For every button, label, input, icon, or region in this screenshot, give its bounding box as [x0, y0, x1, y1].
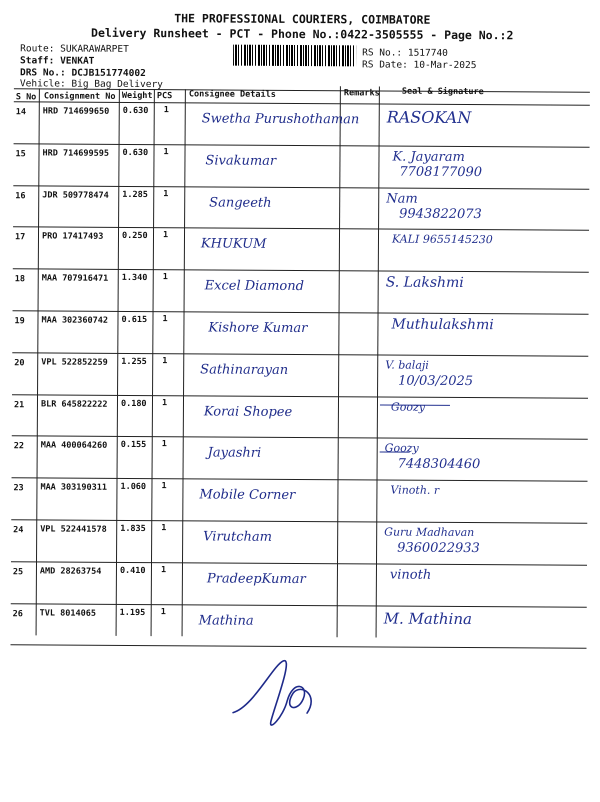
row-pcs: 1 [163, 188, 169, 199]
header-bottom-rule [14, 101, 590, 106]
row-pcs: 1 [161, 439, 167, 450]
col-consignment: Consignment No [43, 91, 116, 102]
row-signature: M. Mathina [383, 609, 473, 628]
row-sno: 19 [14, 316, 25, 327]
row-sno: 20 [14, 358, 25, 369]
row-pcs: 1 [162, 355, 168, 366]
row-sno: 15 [15, 149, 26, 160]
row-consignee-name: Kishore Kumar [208, 320, 308, 337]
courier-signature-scribble [223, 655, 333, 736]
col-divider [36, 88, 40, 635]
row-weight: 1.340 [121, 273, 148, 284]
col-weight: Weight [121, 90, 153, 102]
col-divider [376, 86, 380, 637]
route-label: Route: SUKARAWARPET [20, 43, 129, 55]
row-consignee-name: Sivakumar [205, 153, 277, 169]
table-row-divider [13, 268, 589, 273]
drs-number: DRS No.: DCJB151774002 [19, 67, 146, 80]
table-row-divider [12, 477, 588, 482]
row-pcs: 1 [160, 564, 167, 575]
table-row-divider [11, 519, 587, 524]
row-consignment-no: MAA 707916471 [41, 273, 109, 285]
row-sno: 14 [15, 107, 27, 118]
col-sno: S No [15, 92, 37, 103]
row-consignment-no: TVL 8014065 [39, 608, 97, 619]
row-consignee-name: Virutcham [203, 529, 273, 545]
row-weight: 0.630 [122, 147, 149, 158]
col-pcs: PCS [156, 91, 173, 102]
row-pcs: 1 [163, 146, 169, 157]
row-sno: 16 [15, 190, 26, 201]
table-row-divider [10, 645, 586, 650]
row-consignment-no: MAA 302360742 [41, 315, 109, 326]
row-sno: 21 [13, 399, 25, 410]
row-sno: 26 [12, 608, 23, 619]
barcode-image [233, 45, 356, 67]
row-sno: 24 [13, 525, 24, 536]
row-weight: 1.255 [121, 356, 147, 367]
rs-number: RS No.: 1517740 [362, 47, 448, 59]
row-weight: 0.180 [120, 398, 147, 409]
row-weight: 0.630 [122, 105, 149, 117]
col-remarks: Remarks [343, 88, 380, 99]
row-sno: 23 [13, 483, 24, 494]
row-weight: 0.615 [121, 314, 148, 326]
row-signature: Muthulakshmi [391, 316, 494, 334]
table-row-divider [11, 561, 587, 566]
row-signature: S. Lakshmi [385, 274, 464, 292]
table-row-divider [12, 352, 588, 357]
row-sno: 17 [14, 232, 26, 243]
row-weight: 1.835 [120, 523, 146, 535]
col-consignee: Consignee Details [188, 89, 276, 100]
row-pcs: 1 [162, 314, 168, 325]
col-divider [116, 89, 120, 636]
row-signature: V. balaji [385, 358, 429, 372]
row-signature: Goozy [390, 400, 426, 414]
row-pcs: 1 [161, 481, 167, 492]
row-signature: vinoth [389, 567, 432, 583]
row-sno: 22 [13, 441, 24, 452]
table-row-divider [12, 394, 588, 399]
row-weight: 0.410 [119, 565, 146, 576]
row-signature: RASOKAN [386, 107, 472, 128]
row-consignment-no: PRO 17417493 [41, 231, 104, 243]
col-divider [151, 89, 155, 636]
row-consignee-name: Swetha Purushothaman [201, 111, 360, 128]
table-row-divider [14, 143, 590, 148]
row-pcs: 1 [162, 272, 168, 283]
row-consignment-no: MAA 400064260 [40, 440, 108, 452]
row-signature: Guru Madhavan [384, 525, 475, 540]
row-weight: 1.195 [119, 607, 146, 618]
company-title: THE PROFESSIONAL COURIERS, COIMBATORE [174, 11, 431, 27]
row-consignment-no: JDR 509778474 [42, 190, 109, 201]
row-consignment-no: BLR 645822222 [40, 399, 108, 410]
vehicle-label: Vehicle: Big Bag Delivery [19, 78, 163, 91]
table-row-divider [12, 436, 588, 441]
row-signature: Nam [386, 191, 418, 207]
row-consignment-no: VPL 522852259 [41, 357, 108, 368]
row-signature: KALI 9655145230 [391, 232, 493, 247]
row-weight: 1.285 [122, 189, 148, 200]
row-consignment-no: MAA 303190311 [40, 482, 108, 494]
row-sno: 18 [14, 274, 26, 285]
runsheet-subtitle: Delivery Runsheet - PCT - Phone No.:0422-3505555 - Page No.:2 [91, 25, 514, 43]
rs-date: RS Date: 10-Mar-2025 [362, 59, 477, 72]
row-weight: 0.250 [121, 231, 148, 242]
row-signature-note: 9360022933 [397, 540, 480, 557]
row-consignee-name: KHUKUM [200, 236, 267, 253]
col-divider [182, 89, 186, 636]
row-consignment-no: HRD 714699595 [42, 148, 110, 159]
row-consignment-no: AMD 28263754 [39, 566, 102, 577]
row-weight: 0.155 [120, 440, 147, 451]
row-signature: K. Jayaram [392, 149, 465, 165]
row-pcs: 1 [163, 105, 169, 116]
col-seal: Seal & Signature [401, 86, 484, 98]
row-consignee-name: PradeepKumar [206, 571, 306, 587]
row-signature-note: 7708177090 [399, 164, 483, 180]
table-row-divider [13, 227, 589, 232]
table-row-divider [13, 310, 589, 315]
row-signature: Goozy [384, 441, 419, 456]
row-weight: 1.060 [120, 482, 147, 493]
row-pcs: 1 [160, 606, 166, 617]
row-consignment-no: VPL 522441578 [40, 524, 107, 535]
row-consignee-name: Mobile Corner [199, 487, 296, 504]
row-consignee-name: Sathinarayan [200, 362, 289, 378]
row-pcs: 1 [161, 523, 167, 534]
row-consignee-name: Jayashri [207, 445, 262, 462]
row-consignee-name: Korai Shopee [203, 404, 293, 420]
row-consignment-no: HRD 714699650 [42, 106, 110, 117]
row-signature-note: 9943822073 [399, 206, 482, 222]
row-pcs: 1 [162, 230, 169, 241]
row-signature-note: 10/03/2025 [398, 373, 474, 389]
row-consignee-name: Mathina [198, 612, 254, 629]
staff-label: Staff: VENKAT [20, 55, 95, 67]
row-consignee-name: Excel Diamond [204, 278, 305, 295]
col-divider [337, 86, 341, 637]
row-pcs: 1 [161, 397, 168, 408]
signature-strike-line [380, 452, 410, 453]
table-row-divider [11, 603, 587, 608]
table-row-divider [13, 185, 589, 190]
row-signature: Vinoth. r [390, 483, 440, 498]
row-consignee-name: Sangeeth [209, 195, 272, 211]
row-signature-note: 7448304460 [397, 456, 481, 473]
row-sno: 25 [12, 567, 24, 578]
